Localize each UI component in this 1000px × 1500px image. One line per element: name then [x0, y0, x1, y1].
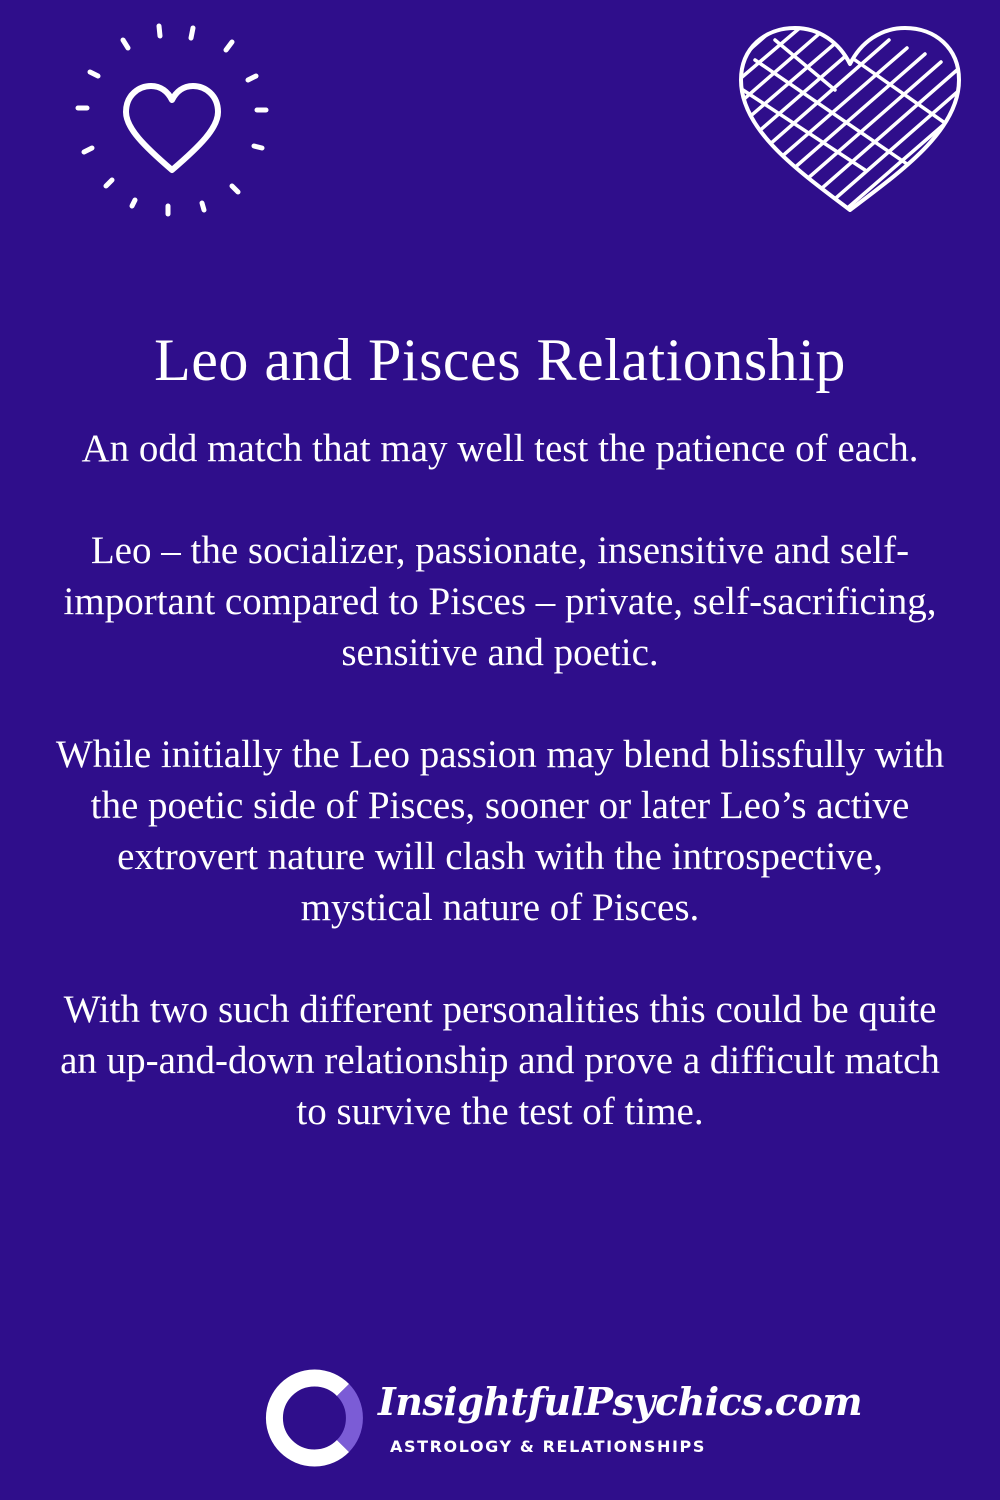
page-title: Leo and Pisces Relationship	[154, 327, 846, 393]
scribbled-heart-icon	[735, 20, 965, 220]
paragraph-traits: Leo – the socializer, passionate, insensitive and self-important compared to Pisces – private, self-sacrificing, sensitive and poetic.	[63, 529, 937, 674]
paragraph-intro: An odd match that may well test the patience of each.	[81, 427, 919, 470]
heart-burst-icon	[60, 20, 285, 230]
circle-logo-icon	[265, 1368, 365, 1468]
paragraph-dynamics: While initially the Leo passion may blend blissfully with the poetic side of Pisces, sooner or later Leo’s active extrovert nature will clash with the introspective, mystical nature of Pisces.	[55, 733, 945, 929]
logo-name: InsightfulPsychics.com	[378, 1379, 863, 1424]
logo-tagline: ASTROLOGY & RELATIONSHIPS	[390, 1437, 706, 1456]
body-text	[55, 423, 945, 1137]
brand-logo[interactable]	[265, 1368, 863, 1468]
paragraph-conclusion: With two such different personalities this could be quite an up-and-down relationship and prove a difficult match to survive the test of time.	[60, 988, 940, 1133]
